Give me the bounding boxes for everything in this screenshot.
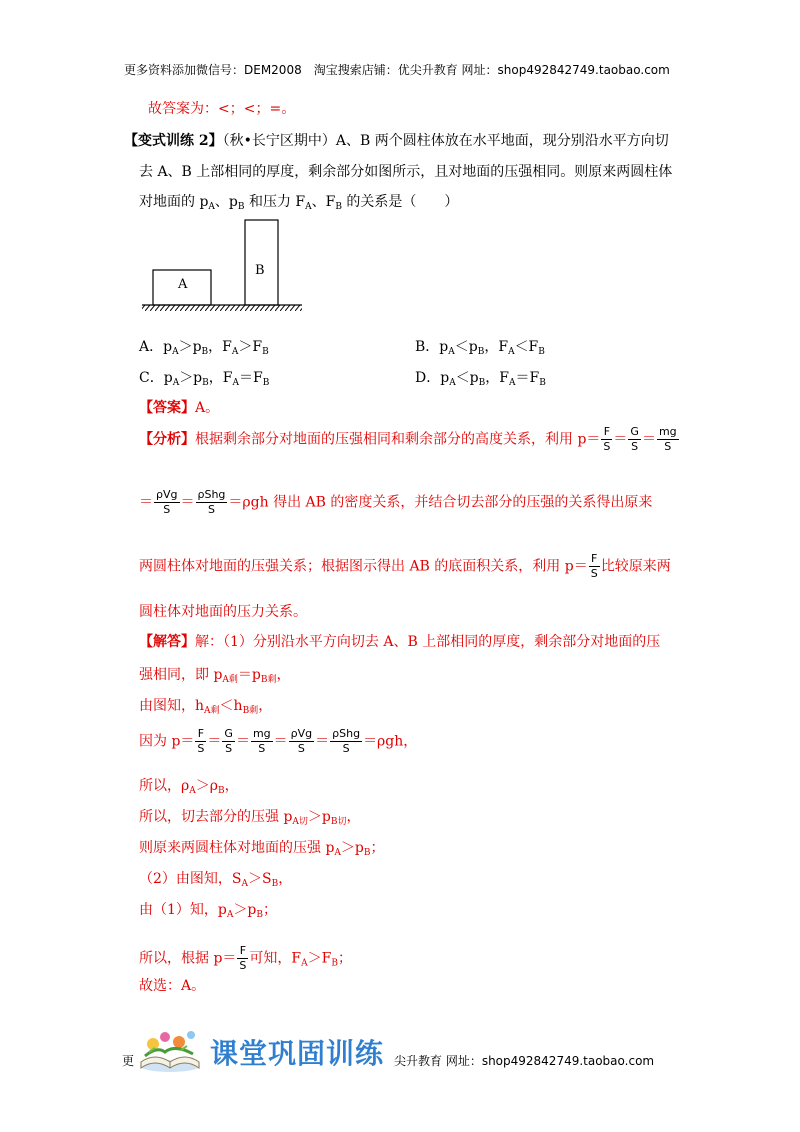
- answer-line: [139, 398, 219, 418]
- diagram-svg: [140, 215, 310, 320]
- solution-line-1: 【解答】解：（1）分别沿水平方向切去 A、B 上部相同的厚度，剩余部分对地面的压: [139, 634, 661, 650]
- fraction-g-s: $\frac{G}{S}$: [630, 425, 639, 453]
- fraction-mg-s-2: $\frac{mg}{S}$: [252, 727, 271, 755]
- analysis-tag: 【分析】: [139, 431, 195, 448]
- page-header: 更多资料添加微信号：DEM2008 淘宝搜索店铺：优尖升教育 网址：shop492842749.taobao.com: [124, 63, 670, 77]
- option-d[interactable]: D．$p_A<p_B$，$F_A=F_B$: [415, 370, 546, 388]
- solution-line-8: （2）由图知，$S_A>S_B$，: [139, 871, 293, 889]
- solution-line-2: 强相同，即 $p_{A剩}=p_{B剩}$，: [139, 667, 291, 685]
- problem-line-3: 对地面的 $p_A$、$p_B$ 和压力 $F_A$、$F_B$ 的关系是（ ）: [139, 194, 459, 212]
- solution-line-11: 故选：A。: [139, 978, 206, 994]
- analysis-line-3: 两圆柱体对地面的压强关系；根据图示得出 AB 的底面积关系，利用 p＝ $\frac{F}{S}$ 比较原来两: [139, 552, 671, 580]
- solution-line-9: 由（1）知，$p_A>p_B$；: [139, 902, 277, 920]
- label-b: B: [255, 263, 265, 278]
- problem-line-2: 去 A、B 上部相同的厚度，剩余部分如图所示，且对地面的压强相同。则原来两圆柱体: [139, 164, 673, 180]
- fraction-f-s-4: $\frac{F}{S}$: [239, 944, 247, 972]
- fraction-rvg-s: $\frac{\text{ρVg}}{S}$: [156, 488, 178, 516]
- problem-tag: 【变式训练 2】: [124, 133, 223, 149]
- solution-line-6: 所以，切去部分的压强 $p_{A切}>p_{B切}$，: [139, 809, 361, 827]
- fraction-g-s-2: $\frac{G}{S}$: [224, 727, 233, 755]
- answer-value: A。: [195, 400, 220, 416]
- fraction-rshg-s-2: $\frac{\text{ρShg}}{S}$: [332, 727, 361, 755]
- analysis-line-1: 【分析】根据剩余部分对地面的压强相同和剩余部分的高度关系，利用 p＝ $\frac{F}{S}$ ＝ $\frac{G}{S}$ ＝ $\frac{mg}{S}$: [139, 425, 677, 453]
- fraction-f-s-3: $\frac{F}{S}$: [197, 727, 205, 755]
- solution-line-7: 则原来两圆柱体对地面的压强 $p_A>p_B$；: [139, 840, 385, 858]
- solution-line-10: 所以，根据 p＝ $\frac{F}{S}$ 可知，$F_A>F_B$；: [139, 944, 352, 972]
- problem-line-1: 【变式训练 2】（秋•长宁区期中）A、B 两个圆柱体放在水平地面，现分别沿水平方向切: [124, 133, 669, 149]
- solution-tag: 【解答】: [139, 634, 195, 650]
- footer-left-text: 更: [122, 1054, 135, 1068]
- analysis-line-4: 圆柱体对地面的压力关系。: [139, 604, 307, 620]
- option-b[interactable]: B．$p_A<p_B$，$F_A<F_B$: [415, 339, 545, 357]
- fraction-f-s: $\frac{F}{S}$: [603, 425, 611, 453]
- book-flower-icon: [135, 1022, 205, 1074]
- answer-tag: 【答案】: [139, 400, 195, 416]
- label-a: A: [178, 277, 188, 292]
- solution-line-3: 由图知，$h_{A剩}<h_{B剩}$，: [139, 698, 273, 716]
- fraction-rshg-s: $\frac{\text{ρShg}}{S}$: [197, 488, 226, 516]
- footer-banner-title: 课堂巩固训练: [210, 1037, 385, 1070]
- analysis-line-2: ＝ $\frac{\text{ρVg}}{S}$ ＝ $\frac{\text{ρShg}}{S}$ ＝ρgh 得出 AB 的密度关系，并结合切去部分的压强的关系得出原来: [139, 488, 653, 516]
- previous-answer: 故答案为：<；<；=。: [148, 101, 296, 117]
- fraction-f-s-2: $\frac{F}{S}$: [590, 552, 598, 580]
- fraction-rvg-s-2: $\frac{\text{ρVg}}{S}$: [290, 727, 313, 755]
- option-c[interactable]: C．$p_A>p_B$，$F_A=F_B$: [139, 370, 270, 388]
- footer-right-text: 尖升教育 网址：shop492842749.taobao.com: [394, 1054, 655, 1068]
- fraction-mg-s: $\frac{mg}{S}$: [658, 425, 677, 453]
- option-a[interactable]: A．$p_A>p_B$，$F_A>F_B$: [139, 339, 269, 357]
- cylinder-diagram: [140, 215, 310, 320]
- ground-hatch: [142, 305, 302, 311]
- solution-line-4: 因为 p＝ $\frac{F}{S}$ ＝ $\frac{G}{S}$ ＝ $\frac{mg}{S}$ ＝ $\frac{\text{ρVg}}{S}$ ＝ $\frac{\text{ρShg}}{S}$ ＝ρgh，: [139, 727, 418, 755]
- solution-line-5: 所以，$\rho_A>\rho_B$，: [139, 778, 239, 796]
